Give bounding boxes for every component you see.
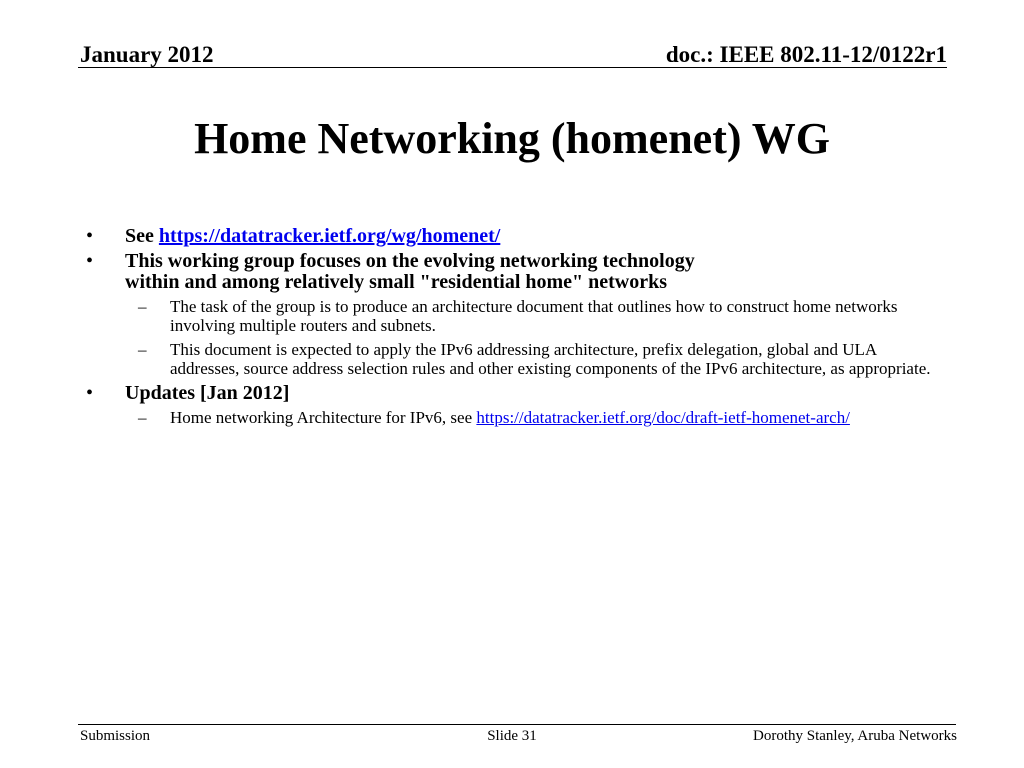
header-divider (78, 67, 947, 68)
bullet-prefix: See (125, 225, 159, 247)
bullet-marker: • (86, 225, 94, 247)
footer-author: Dorothy Stanley, Aruba Networks (753, 728, 957, 744)
dash-marker: – (138, 408, 147, 427)
bullet-updates (86, 383, 946, 404)
bullet-marker: • (86, 382, 94, 404)
sub-bullet-task (86, 297, 946, 335)
slide-title: Home Networking (homenet) WG (194, 114, 830, 163)
sub-bullet-arch-prefix: Home networking Architecture for IPv6, see (170, 408, 477, 427)
header-doc-id: doc.: IEEE 802.11-12/0122r1 (665, 42, 947, 67)
bullet-focus (86, 251, 946, 293)
sub-bullet-arch (86, 408, 946, 427)
footer-submission: Submission (80, 728, 151, 744)
homenet-wg-link[interactable]: https://datatracker.ietf.org/wg/homenet/ (158, 225, 501, 247)
dash-marker: – (138, 297, 147, 316)
bullet-see-link (86, 226, 946, 247)
bullet-focus-line2: within and among relatively small "residential home" networks (125, 271, 668, 293)
footer-slide-number: Slide 31 (487, 728, 537, 744)
bullet-marker: • (86, 250, 94, 272)
sub-bullet-ipv6 (86, 340, 946, 378)
homenet-arch-draft-link[interactable]: https://datatracker.ietf.org/doc/draft-ietf-homenet-arch/ (476, 408, 850, 427)
footer-divider (78, 724, 956, 725)
bullet-focus-line1: This working group focuses on the evolving networking technology (125, 250, 695, 272)
slide-body (86, 226, 946, 432)
dash-marker: – (138, 340, 147, 359)
header-date: January 2012 (80, 42, 214, 67)
sub-bullet-task-text: The task of the group is to produce an architecture document that outlines how to construct home networks involving multiple routers and subnets. (170, 297, 898, 335)
bullet-updates-text: Updates [Jan 2012] (125, 382, 290, 404)
sub-bullet-ipv6-text: This document is expected to apply the IPv6 addressing architecture, prefix delegation, global and ULA addresses, source address selection rules and other existing components of the IPv6 architecture, as appropriate. (170, 340, 931, 378)
